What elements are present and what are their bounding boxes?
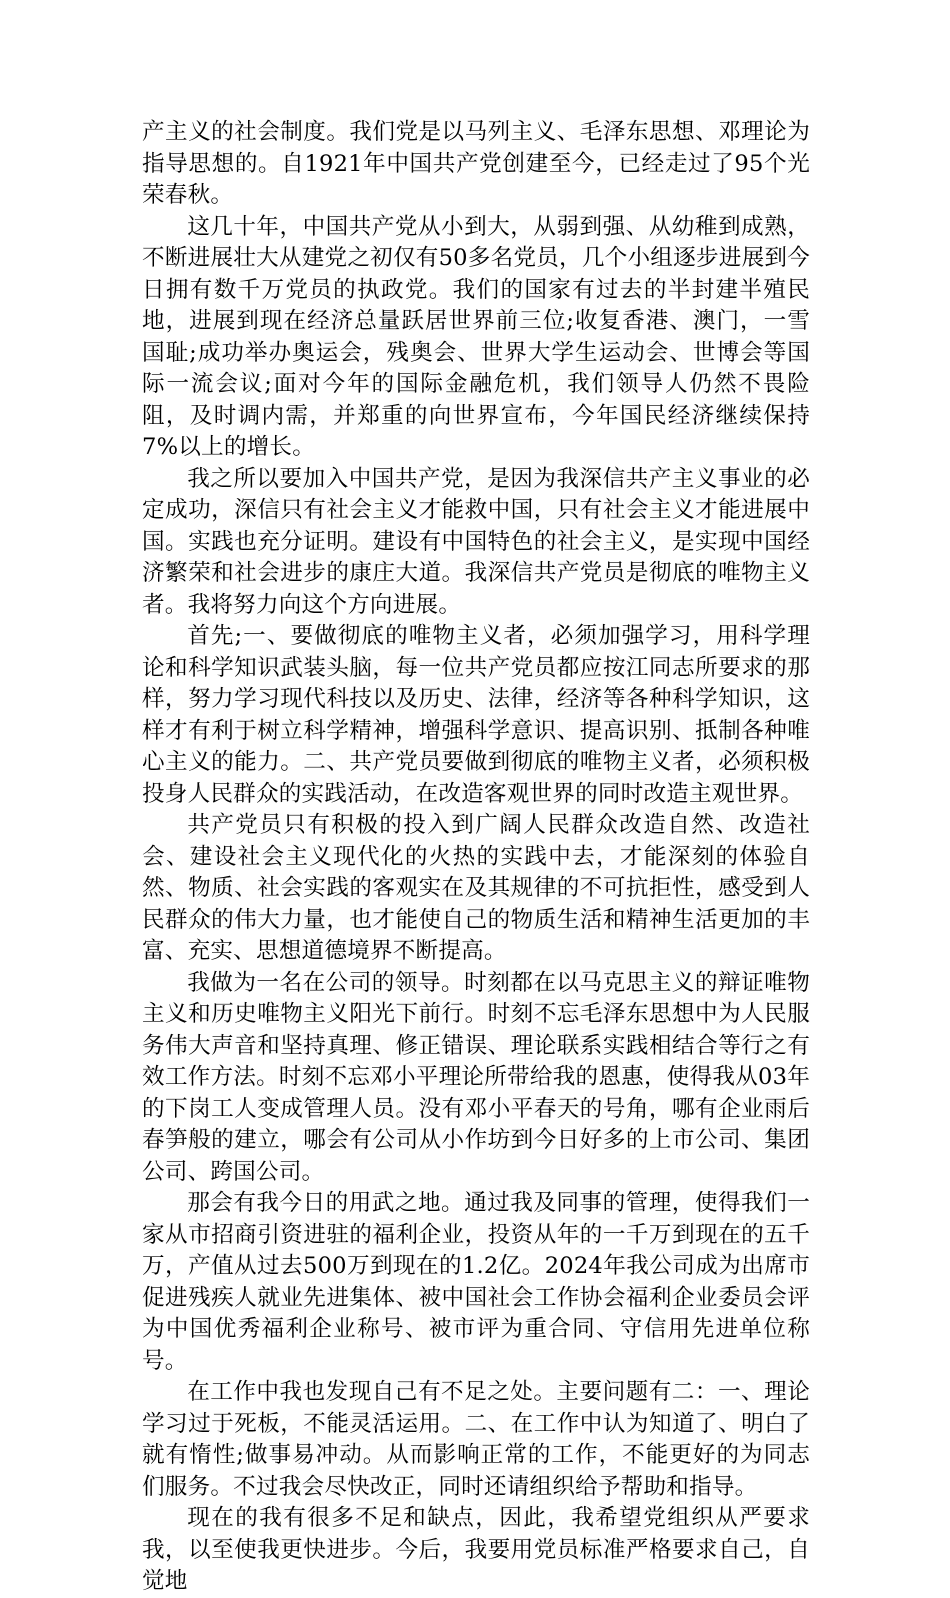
paragraph-2: 这几十年，中国共产党从小到大，从弱到强、从幼稚到成熟，不断进展壮大从建党之初仅有50多名党员，几个小组逐步进展到今日拥有数千万党员的执政党。我们的国家有过去的半封建半殖民地，进展到现在经济总量跃居世界前三位;收复香港、澳门，一雪国耻;成功举办奥运会，残奥会、世界大学生运动会、世博会等国际一流会议;面对今年的国际金融危机，我们领导人仍然不畏险阻，及时调内需，并郑重的向世界宣布，今年国民经济继续保持7%以上的增长。: [142, 213, 810, 460]
document-body: [142, 117, 810, 1598]
paragraph-4: 首先;一、要做彻底的唯物主义者，必须加强学习，用科学理论和科学知识武装头脑，每一位共产党员都应按江同志所要求的那样，努力学习现代科技以及历史、法律，经济等各种科学知识，这样才有利于树立科学精神，增强科学意识、提高识别、抵制各种唯心主义的能力。二、共产党员要做到彻底的唯物主义者，必须积极投身人民群众的实践活动，在改造客观世界的同时改造主观世界。: [142, 623, 810, 807]
paragraph-1: 产主义的社会制度。我们党是以马列主义、毛泽东思想、邓理论为指导思想的。自1921年中国共产党创建至今，已经走过了95个光荣春秋。: [142, 119, 810, 208]
paragraph-9: 现在的我有很多不足和缺点，因此，我希望党组织从严要求我，以至使我更快进步。今后，我要用党员标准严格要求自己，自觉地: [142, 1505, 810, 1594]
paragraph-7: 那会有我今日的用武之地。通过我及同事的管理，使得我们一家从市招商引资进驻的福利企业，投资从年的一千万到现在的五千万，产值从过去500万到现在的1.2亿。2024年我公司成为出席市促进残疾人就业先进集体、被中国社会工作协会福利企业委员会评为中国优秀福利企业称号、被市评为重合同、守信用先进单位称号。: [142, 1190, 810, 1374]
paragraph-3: 我之所以要加入中国共产党，是因为我深信共产主义事业的必定成功，深信只有社会主义才能救中国，只有社会主义才能进展中国。实践也充分证明。建设有中国特色的社会主义，是实现中国经济繁荣和社会进步的康庄大道。我深信共产党员是彻底的唯物主义者。我将努力向这个方向进展。: [142, 465, 810, 618]
paragraph-8: 在工作中我也发现自己有不足之处。主要问题有二：一、理论学习过于死板，不能灵活运用。二、在工作中认为知道了、明白了就有惰性;做事易冲动。从而影响正常的工作，不能更好的为同志们服务。不过我会尽快改正，同时还请组织给予帮助和指导。: [142, 1379, 810, 1500]
paragraph-6: 我做为一名在公司的领导。时刻都在以马克思主义的辩证唯物主义和历史唯物主义阳光下前行。时刻不忘毛泽东思想中为人民服务伟大声音和坚持真理、修正错误、理论联系实践相结合等行之有效工作方法。时刻不忘邓小平理论所带给我的恩惠，使得我从03年的下岗工人变成管理人员。没有邓小平春天的号角，哪有企业雨后春笋般的建立，哪会有公司从小作坊到今日好多的上市公司、集团公司、跨国公司。: [142, 969, 810, 1185]
paragraph-5: 共产党员只有积极的投入到广阔人民群众改造自然、改造社会、建设社会主义现代化的火热的实践中去，才能深刻的体验自然、物质、社会实践的客观实在及其规律的不可抗拒性，感受到人民群众的伟大力量，也才能使自己的物质生活和精神生活更加的丰富、充实、思想道德境界不断提高。: [142, 812, 810, 964]
